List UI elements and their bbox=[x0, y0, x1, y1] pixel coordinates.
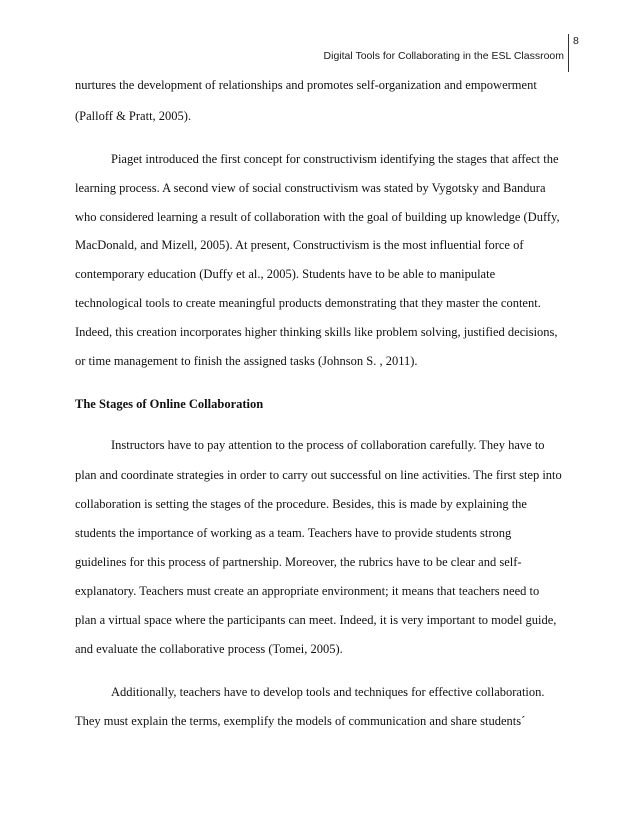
body-line: and evaluate the collaborative process (Tomei, 2005). bbox=[75, 642, 343, 656]
body-line: who considered learning a result of collaboration with the goal of building up knowledge (Duffy, bbox=[75, 210, 560, 224]
body-line: Additionally, teachers have to develop tools and techniques for effective collaboration. bbox=[111, 685, 545, 699]
body-line: Piaget introduced the first concept for constructivism identifying the stages that affect the bbox=[111, 152, 559, 166]
body-line: students the importance of working as a team. Teachers have to provide students strong bbox=[75, 526, 512, 540]
body-line: Instructors have to pay attention to the process of collaboration carefully. They have to bbox=[111, 438, 545, 452]
body-line: (Palloff & Pratt, 2005). bbox=[75, 109, 192, 123]
body-line: Indeed, this creation incorporates higher thinking skills like problem solving, justified decisions, bbox=[75, 325, 558, 339]
body-line: guidelines for this process of partnership. Moreover, the rubrics have to be clear and self- bbox=[75, 555, 522, 569]
body-line: nurtures the development of relationships and promotes self-organization and empowerment bbox=[75, 78, 537, 92]
body-line: MacDonald, and Mizell, 2005). At present, Constructivism is the most influential force of bbox=[75, 238, 524, 252]
header-divider bbox=[568, 34, 569, 72]
page-number: 8 bbox=[573, 35, 579, 47]
body-line: learning process. A second view of social constructivism was stated by Vygotsky and Bandura bbox=[75, 181, 546, 195]
body-line: or time management to finish the assigned tasks (Johnson S. , 2011). bbox=[75, 354, 418, 368]
section-heading: The Stages of Online Collaboration bbox=[75, 397, 264, 411]
body-line: plan and coordinate strategies in order to carry out successful on line activities. The first step into bbox=[75, 468, 562, 482]
body-line: technological tools to create meaningful products demonstrating that they master the content. bbox=[75, 296, 541, 310]
body-line: contemporary education (Duffy et al., 2005). Students have to be able to manipulate bbox=[75, 267, 496, 281]
body-line: They must explain the terms, exemplify the models of communication and share students´ bbox=[75, 714, 526, 728]
body-line: plan a virtual space where the participants can meet. Indeed, it is very important to model guide, bbox=[75, 613, 557, 627]
body-line: explanatory. Teachers must create an appropriate environment; it means that teachers need to bbox=[75, 584, 540, 598]
running-header-title: Digital Tools for Collaborating in the ESL Classroom bbox=[323, 50, 564, 62]
body-line: collaboration is setting the stages of the procedure. Besides, this is made by explaining the bbox=[75, 497, 527, 511]
